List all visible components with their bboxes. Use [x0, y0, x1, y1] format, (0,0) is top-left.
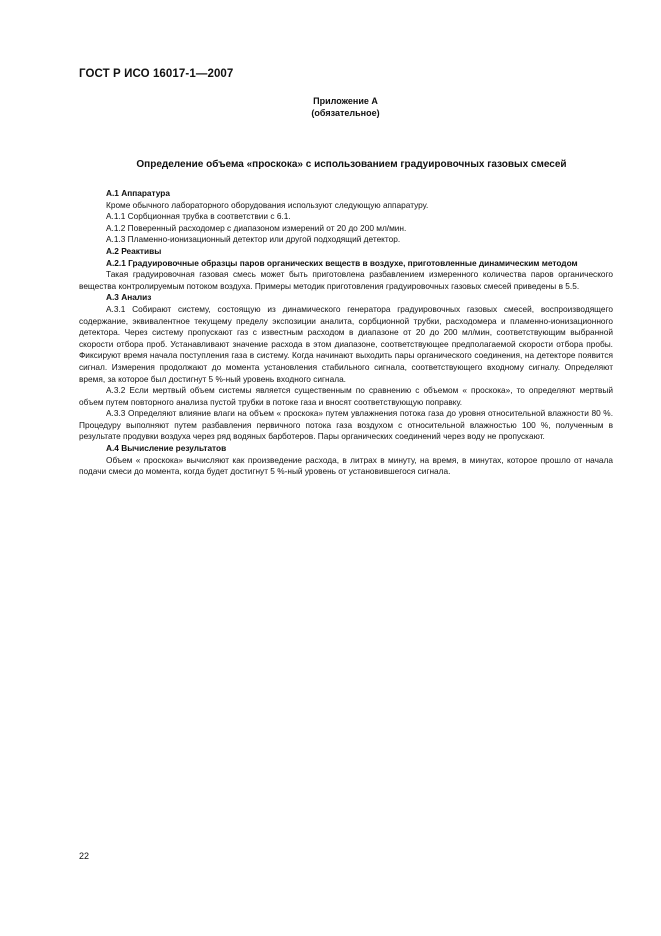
section-heading-a1: А.1 Аппаратура	[106, 188, 170, 198]
annex-title: Приложение А	[313, 96, 378, 106]
paragraph-a2-1: Такая градуировочная газовая смесь может быть приготовлена разбавлением измеренного количества паров органического вещества контролируемым потоком воздуха. Примеры методик приготовления градуировочных газовых смесей приведены в 5.5.	[79, 269, 613, 291]
standard-designation: ГОСТ Р ИСО 16017-1—2007	[79, 68, 234, 80]
subsection-heading-a2-1: А.2.1 Градуировочные образцы паров органических веществ в воздухе, приготовленные динамическим методом	[106, 257, 578, 268]
annex-main-title: Определение объема «проскока» с использованием градуировочных газовых смесей	[136, 159, 567, 170]
paragraph-a3-1: А.3.1 Собирают систему, состоящую из динамического генератора градуировочных газовых смесей, воспроизводящего содержание, эквивалентное текущему пределу экспозиции аналита, сорбционной трубки, расходомера и пламенно-ионизационного детектора. Через систему пропускают газ с известным расходом в диапазоне от 20 до 200 мл/мин, соответствующим выбранной скорости отбора проб. Устанавливают значение расхода в этом диапазоне, соответствующее предполагаемой скорости отбора пробы. Фиксируют время начала поступления газа в систему. Когда начинают выходить пары органического соединения, на детекторе появится сигнал. Измерения продолжают до момента установления стабильного сигнала, соответствующего входному сигналу. Определяют время, за которое был достигнут 5 %-ный уровень входного сигнала.	[79, 303, 613, 384]
section-heading-a2: А.2 Реактивы	[106, 245, 162, 256]
page-number: 22	[79, 851, 90, 861]
paragraph-a3-3: А.3.3 Определяют влияние влаги на объем « проскока» путем увлажнения потока газа до уровня относительной влажности 80 %. Процедуру выполняют путем разбавления первичного потока газа воздухом с относительной влажностью 100 %, полученным в результате продувки воздуха через ряд водяных барботеров. Пары органических соединений через воду не пропускают.	[79, 408, 613, 442]
paragraph-a1-3: А.1.3 Пламенно-ионизационный детектор или другой подходящий детектор.	[106, 234, 401, 245]
paragraph-a1-2: А.1.2 Поверенный расходомер с диапазоном измерений от 20 до 200 мл/мин.	[106, 222, 407, 233]
annex-status: (обязательное)	[311, 108, 380, 118]
paragraph-a1-1: А.1.1 Сорбционная трубка в соответствии с 6.1.	[106, 211, 291, 222]
paragraph-a1-intro: Кроме обычного лабораторного оборудования используют следующую аппаратуру.	[106, 199, 429, 210]
annex-body	[79, 188, 613, 478]
section-heading-a4: А.4 Вычисление результатов	[106, 443, 227, 454]
section-heading-a3: А.3 Анализ	[106, 292, 152, 303]
annex-heading	[0, 95, 661, 119]
paragraph-a3-2: А.3.2 Если мертвый объем системы является существенным по сравнению с объемом « проскока», то определяют мертвый объем путем повторного анализа пустой трубки в потоке газа и вносят соответствующую поправку.	[79, 385, 613, 407]
paragraph-a4: Объем « проскока» вычисляют как произведение расхода, в литрах в минуту, на время, в минутах, которое прошло от начала подачи смеси до момента, когда будет достигнут 5 %-ный уровень от установившегося сигнала.	[79, 454, 613, 477]
